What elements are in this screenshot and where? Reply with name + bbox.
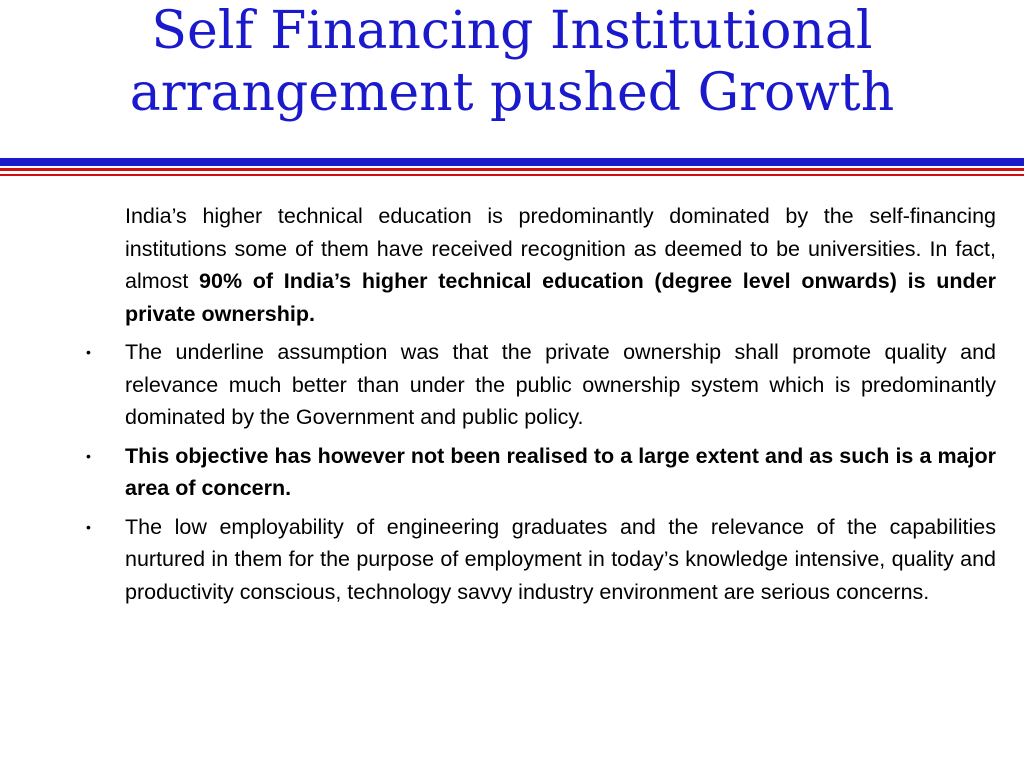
bullet-item-3-text: The low employability of engineering graduates and the relevance of the capabilities nurtured in them for the purpose of employment in today’s knowledge intensive, quality and productivity conscious, technology savvy industry environment are serious concerns. (125, 514, 996, 604)
paragraph-1-text: India’s higher technical education is predominantly dominated by the self-financing institutions some of them have received recognition as deemed to be universities. In fact, almost (125, 204, 996, 293)
bullet-icon: • (86, 518, 91, 535)
bullet-item-2 (80, 440, 996, 505)
title-divider-red-upper (0, 168, 1024, 171)
body-paragraph-1 (80, 200, 996, 330)
bullet-item-1 (80, 336, 996, 434)
title-divider-blue (0, 158, 1024, 166)
bullet-item-3 (80, 511, 996, 609)
paragraph-1-bold-text: 90% of India’s higher technical education (degree level onwards) is under private ownership. (125, 269, 996, 326)
title-line-2: arrangement pushed Growth (129, 63, 895, 123)
slide-body (80, 200, 996, 614)
title-line-1: Self Financing Institutional (151, 1, 873, 61)
slide-title (0, 0, 1024, 124)
title-divider-red-lower (0, 174, 1024, 176)
bullet-item-1-text: The underline assumption was that the private ownership shall promote quality and relevance much better than under the public ownership system which is predominantly dominated by the Government and public policy. (125, 340, 996, 429)
bullet-icon: • (86, 344, 91, 360)
bullet-icon: • (86, 447, 91, 464)
bullet-item-2-text: This objective has however not been realised to a large extent and as such is a major area of concern. (125, 443, 996, 500)
